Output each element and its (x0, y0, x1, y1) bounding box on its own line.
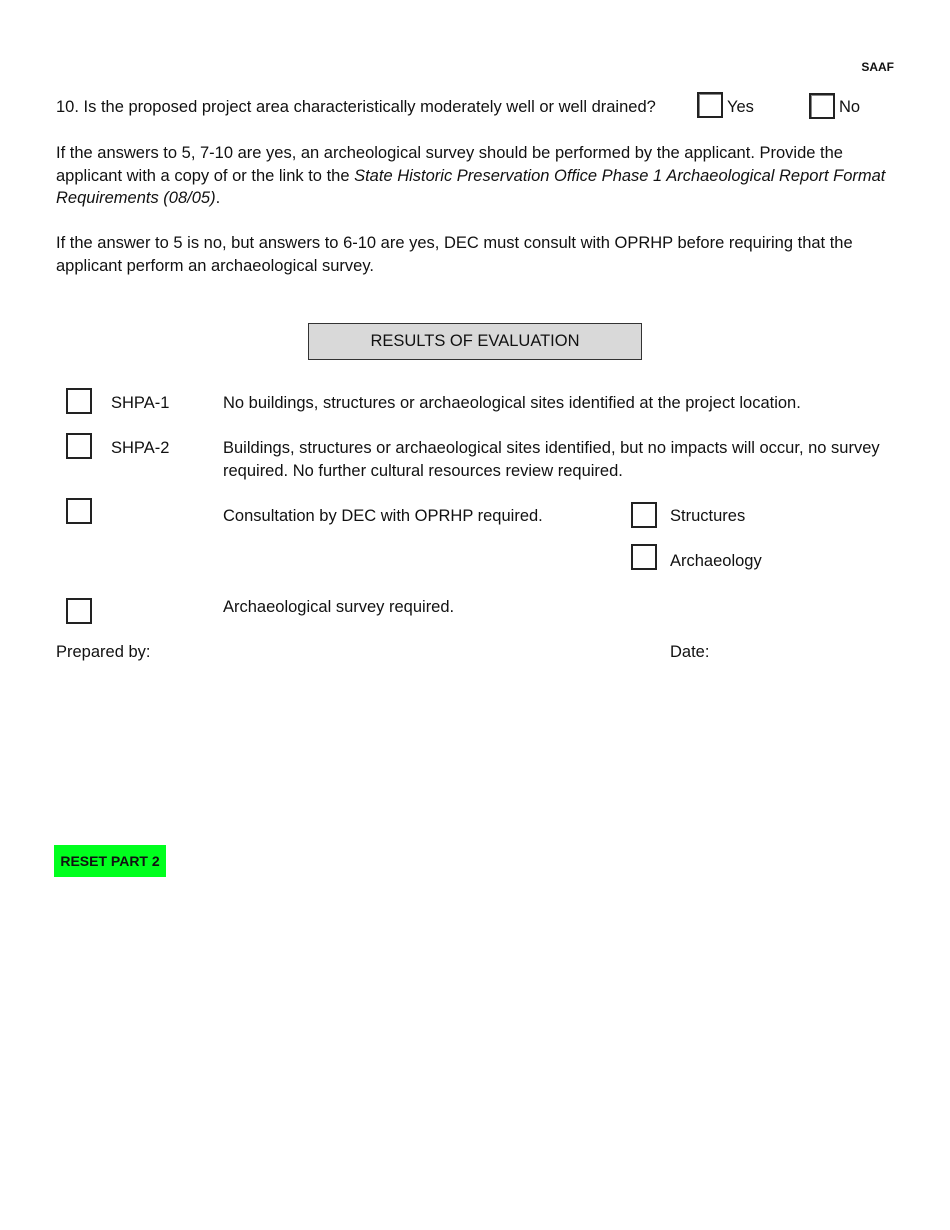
question-10-no-checkbox[interactable] (809, 93, 835, 119)
survey-required-checkbox[interactable] (66, 598, 92, 624)
shpa-2-code: SHPA-2 (111, 439, 170, 457)
consultation-checkbox[interactable] (66, 498, 92, 524)
structures-checkbox[interactable] (631, 502, 657, 528)
question-10-no-label: No (839, 98, 861, 116)
instruction-paragraph-survey (56, 142, 896, 210)
structures-label: Structures (670, 507, 746, 525)
shpa-1-checkbox[interactable] (66, 388, 92, 414)
question-10-text: 10. Is the proposed project area characteristically moderately well or well drained? (56, 98, 656, 116)
prepared-by-label: Prepared by: (56, 643, 151, 661)
form-code: SAAF (861, 60, 894, 74)
shpo-report-format-title: State Historic Preservation Office Phase 1 Archaeological Report Format Requirements (08/05) (56, 166, 886, 207)
question-10-yes-checkbox[interactable] (697, 92, 723, 118)
question-10-yes-label: Yes (727, 98, 754, 116)
archaeology-checkbox[interactable] (631, 544, 657, 570)
results-heading: RESULTS OF EVALUATION (308, 323, 642, 360)
instruction-text-end: . (215, 189, 221, 207)
instruction-paragraph-consult: If the answer to 5 is no, but answers to 6-10 are yes, DEC must consult with OPRHP before requiring that the applicant perform an archaeological survey. (56, 234, 853, 275)
shpa-2-checkbox[interactable] (66, 433, 92, 459)
shpa-1-description: No buildings, structures or archaeological sites identified at the project location. (223, 394, 801, 412)
date-label: Date: (670, 643, 710, 661)
instruction-text-start: If the answers to 5, 7-10 are yes, an archeological survey should be performed by the applicant. Provide the applicant with a copy of or the link to the (56, 144, 843, 185)
consultation-description: Consultation by DEC with OPRHP required. (223, 507, 543, 525)
shpa-2-description: Buildings, structures or archaeological sites identified, but no impacts will occur, no survey required. No further cultural resources review required. (223, 439, 880, 480)
survey-required-description: Archaeological survey required. (223, 598, 455, 616)
reset-part-2-button[interactable]: RESET PART 2 (54, 845, 166, 877)
archaeology-label: Archaeology (670, 552, 762, 570)
shpa-1-code: SHPA-1 (111, 394, 170, 412)
